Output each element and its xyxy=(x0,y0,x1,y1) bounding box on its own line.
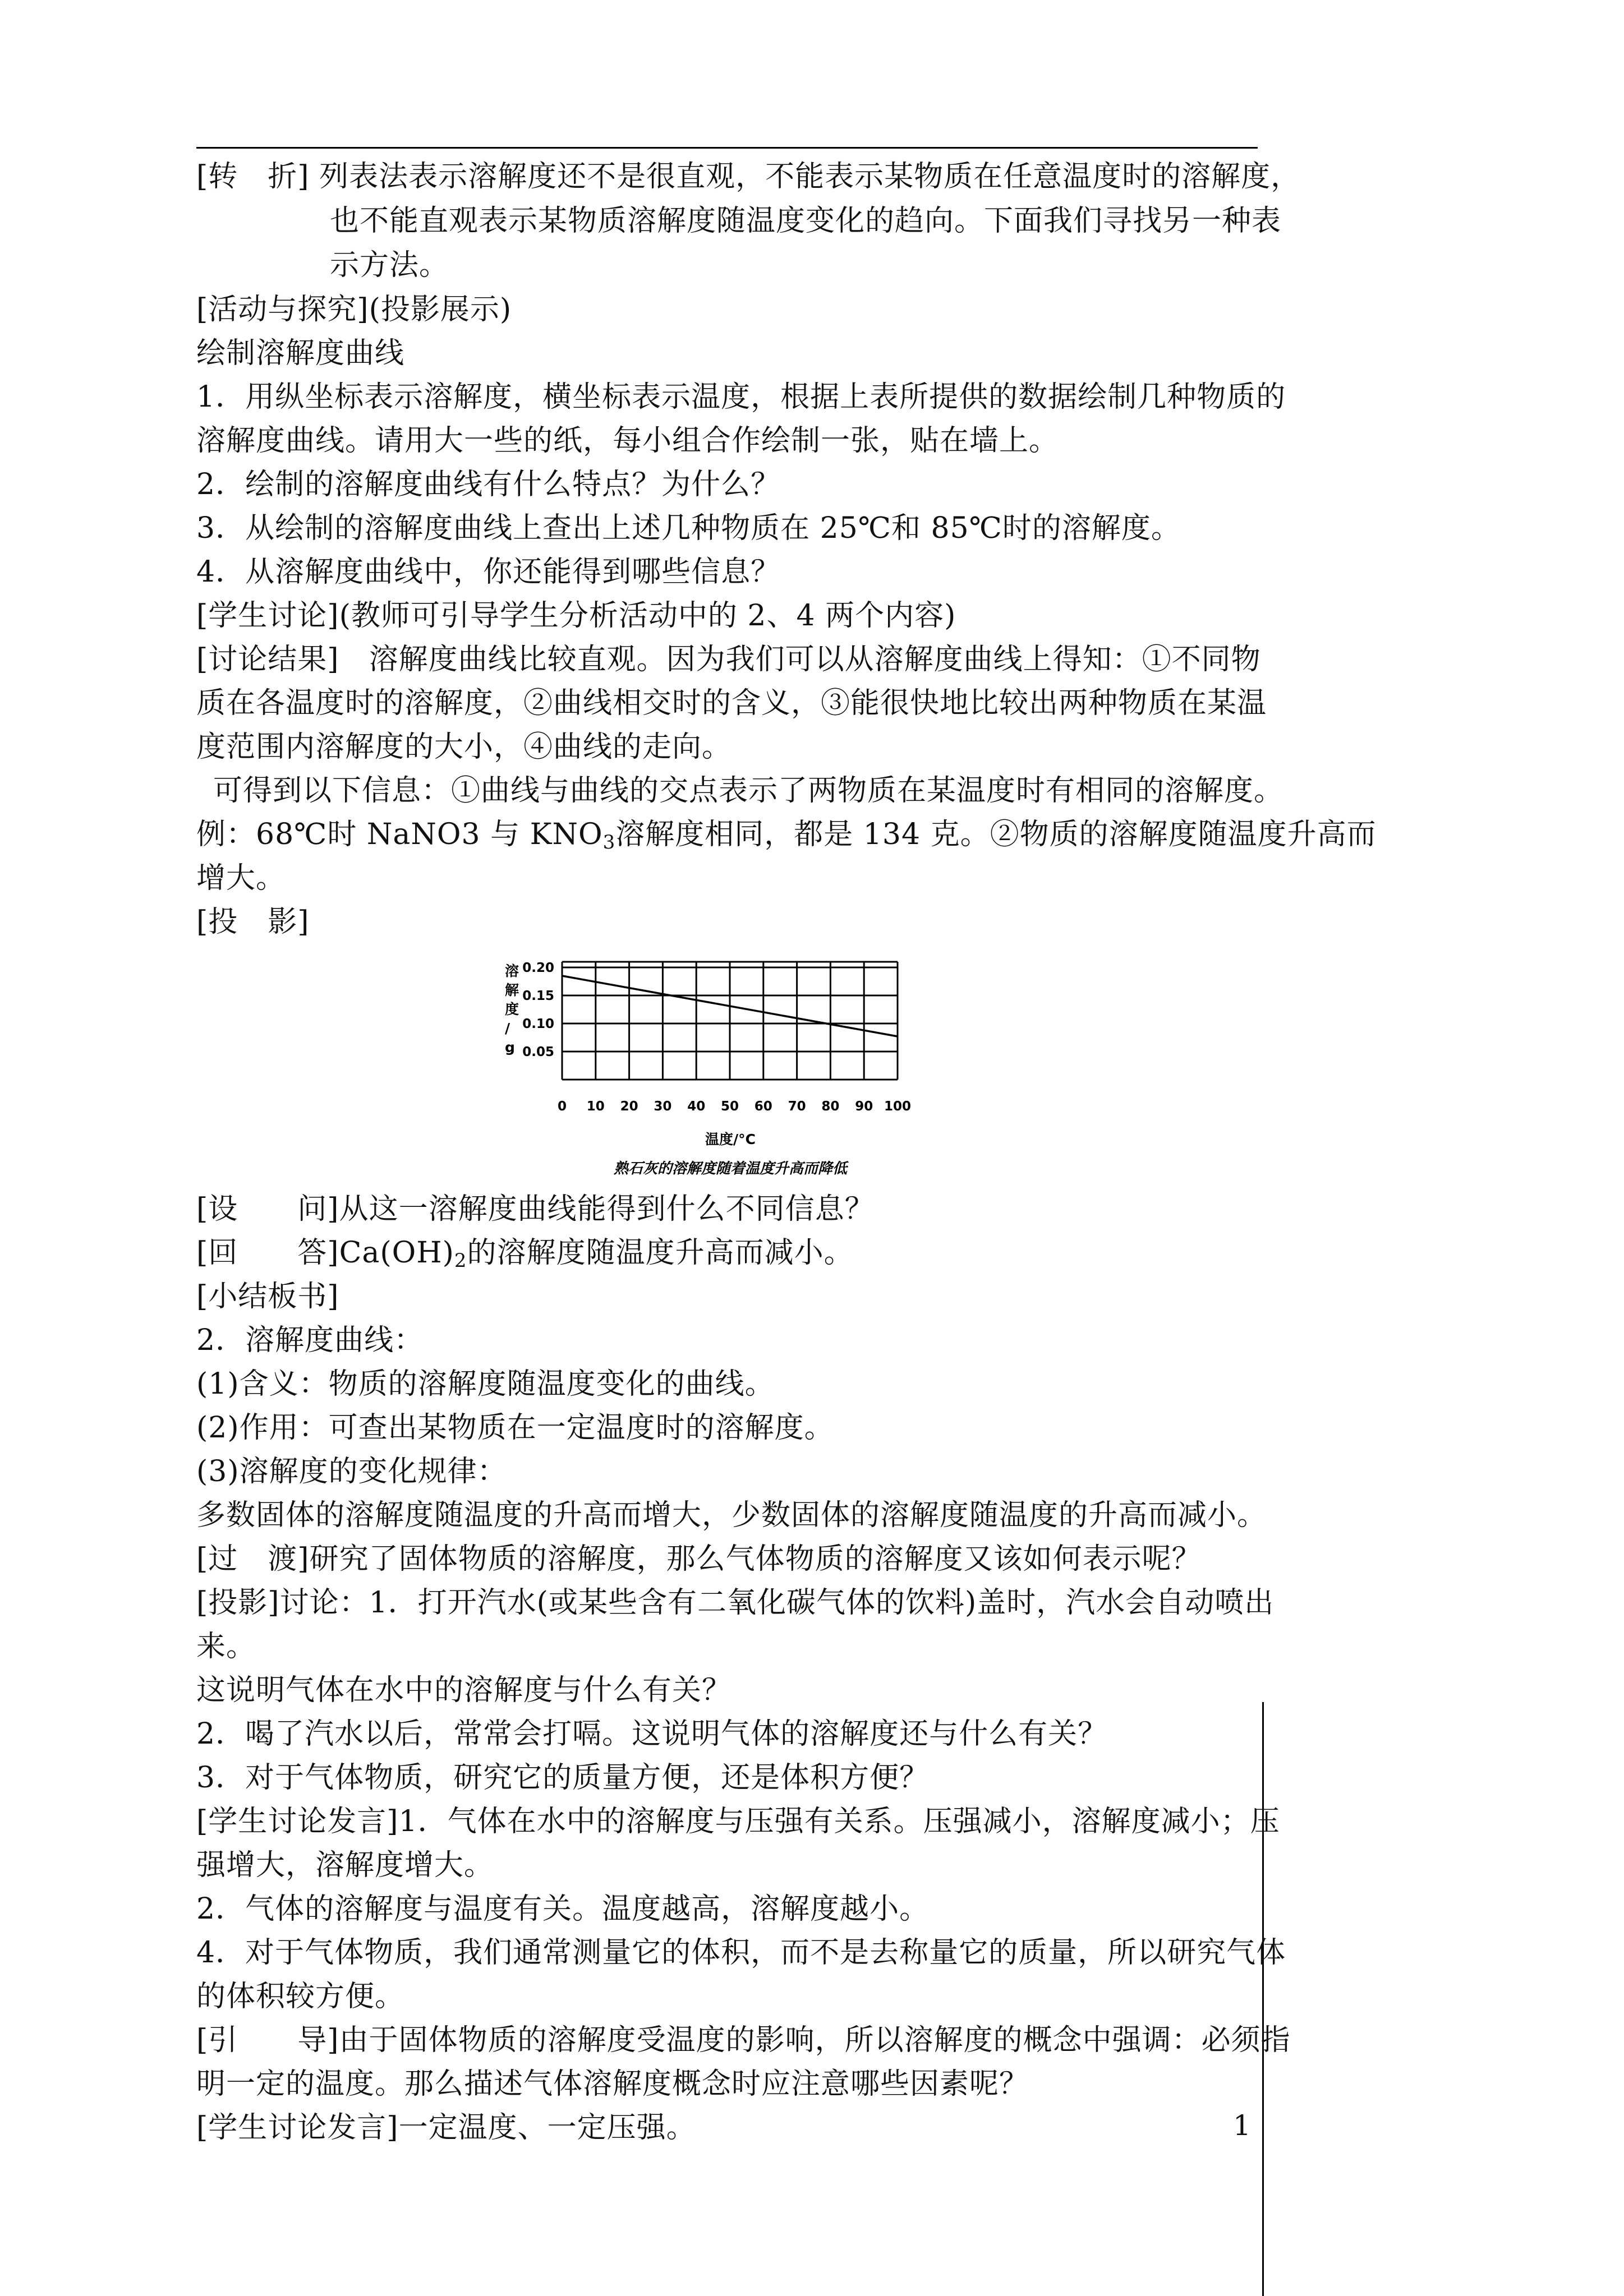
text-line: (1)含义：物质的溶解度随温度变化的曲线。 xyxy=(196,1367,775,1401)
x-tick-label: 20 xyxy=(620,1099,638,1114)
text-line: [投 影] xyxy=(196,905,310,939)
text-line: [回 答]$Ca(OH)_2$的溶解度随温度升高而减小。 xyxy=(196,1236,854,1272)
text-line: 2．气体的溶解度与温度有关。温度越高，溶解度越小。 xyxy=(196,1892,930,1926)
x-tick-label: 10 xyxy=(586,1099,605,1114)
text-line: (3)溶解度的变化规律： xyxy=(196,1455,507,1488)
text-line: 3．对于气体物质，研究它的质量方便，还是体积方便？ xyxy=(196,1761,930,1795)
y-tick-label: 0.10 xyxy=(522,1017,554,1031)
text-line: 4．从溶解度曲线中，你还能得到哪些信息？ xyxy=(196,555,781,589)
header-rule xyxy=(196,147,1258,149)
solubility-curve-chart xyxy=(488,931,948,1189)
subscript: 2 xyxy=(454,1250,467,1272)
text-line: 强增大，溶解度增大。 xyxy=(196,1848,494,1882)
x-tick-labels xyxy=(558,1099,911,1114)
text-line: 增大。 xyxy=(196,861,286,895)
y-tick-label: 0.20 xyxy=(522,961,554,975)
text-line: 2．绘制的溶解度曲线有什么特点？为什么？ xyxy=(196,468,781,501)
text-line: 2．喝了汽水以后，常常会打嗝。这说明气体的溶解度还与什么有关？ xyxy=(196,1717,1108,1751)
text-line: 这说明气体在水中的溶解度与什么有关？ xyxy=(196,1673,732,1707)
text-line: 绘制溶解度曲线 xyxy=(196,336,405,370)
x-tick-label: 0 xyxy=(557,1099,567,1114)
text-line: [学生讨论发言]一定温度、一定压强。 xyxy=(196,2111,696,2145)
y-tick-label: 0.05 xyxy=(522,1045,554,1059)
subscript: 3 xyxy=(602,831,616,854)
text-line: [设 问]从这一溶解度曲线能得到什么不同信息？ xyxy=(196,1192,875,1226)
x-tick-label: 90 xyxy=(855,1099,873,1114)
text-line: 来。 xyxy=(196,1630,256,1663)
x-axis-label: 温度/°C xyxy=(705,1131,756,1147)
text-line: 3．从绘制的溶解度曲线上查出上述几种物质在 25℃和 85℃时的溶解度。 xyxy=(196,511,1181,545)
text-line: [投影]讨论：1．打开汽水(或某些含有二氧化碳气体的饮料)盖时，汽水会自动喷出 xyxy=(196,1586,1275,1620)
text-line: (2)作用：可查出某物质在一定温度时的溶解度。 xyxy=(196,1411,834,1445)
text-line: [学生讨论](教师可引导学生分析活动中的 2、4 两个内容) xyxy=(196,599,956,633)
chart-caption: 熟石灰的溶解度随着温度升高而降低 xyxy=(613,1160,848,1177)
margin-rule xyxy=(1262,1702,1264,2296)
text-line: [转 折] 列表法表示溶解度还不是很直观，不能表示某物质在任意温度时的溶解度， xyxy=(196,160,1301,193)
text-line: [讨论结果] 溶解度曲线比较直观。因为我们可以从溶解度曲线上得知：①不同物 xyxy=(196,643,1261,676)
y-tick-labels xyxy=(522,961,554,1059)
chart-grid xyxy=(562,962,898,1080)
x-tick-label: 30 xyxy=(654,1099,672,1114)
x-tick-label: 50 xyxy=(720,1099,739,1114)
text-line: 2．溶解度曲线： xyxy=(196,1324,424,1357)
x-tick-label: 60 xyxy=(754,1099,772,1114)
x-tick-label: 40 xyxy=(687,1099,706,1114)
text-line: [过 渡]研究了固体物质的溶解度，那么气体物质的溶解度又该如何表示呢？ xyxy=(196,1542,1202,1576)
y-tick-label: 0.15 xyxy=(522,989,554,1003)
text-line: 可得到以下信息：①曲线与曲线的交点表示了两物质在某温度时有相同的溶解度。 xyxy=(213,774,1284,808)
y-axis-label: 溶解度/ g xyxy=(505,963,519,1055)
text-line: 1．用纵坐标表示溶解度，横坐标表示温度，根据上表所提供的数据绘制几种物质的 xyxy=(196,380,1286,414)
text-line: [学生讨论发言]1．气体在水中的溶解度与压强有关系。压强减小，溶解度减小；压 xyxy=(196,1805,1280,1838)
text-line: 度范围内溶解度的大小，④曲线的走向。 xyxy=(196,730,732,764)
text-line: 也不能直观表示某物质溶解度随温度变化的趋向。下面我们寻找另一种表 xyxy=(330,204,1282,238)
x-tick-label: 70 xyxy=(788,1099,806,1114)
text-line: 的体积较方便。 xyxy=(196,1980,405,2013)
text-line: 多数固体的溶解度随温度的升高而增大，少数固体的溶解度随温度的升高而减小。 xyxy=(196,1499,1267,1532)
text-line: 质在各温度时的溶解度，②曲线相交时的含义，③能很快地比较出两种物质在某温 xyxy=(196,686,1267,720)
text-line: 溶解度曲线。请用大一些的纸，每小组合作绘制一张，贴在墙上。 xyxy=(196,424,1059,458)
text-line: 例：68℃时 NaNO3 与 $KNO_3$溶解度相同，都是 134 克。②物质的溶解度随温度升高而 xyxy=(196,818,1377,854)
section-heading: [小结板书] xyxy=(196,1280,339,1313)
text-line: [引 导]由于固体物质的溶解度受温度的影响，所以溶解度的概念中强调：必须指 xyxy=(196,2023,1291,2057)
page-number: 1 xyxy=(1233,2109,1251,2142)
text-line: 示方法。 xyxy=(330,248,449,282)
x-tick-label: 80 xyxy=(821,1099,840,1114)
text-line: 明一定的温度。那么描述气体溶解度概念时应注意哪些因素呢？ xyxy=(196,2067,1029,2101)
section-heading: [活动与探究](投影展示) xyxy=(196,293,512,326)
text-line: 4．对于气体物质，我们通常测量它的体积，而不是去称量它的质量，所以研究气体 xyxy=(196,1936,1286,1970)
x-tick-label: 100 xyxy=(884,1099,912,1114)
